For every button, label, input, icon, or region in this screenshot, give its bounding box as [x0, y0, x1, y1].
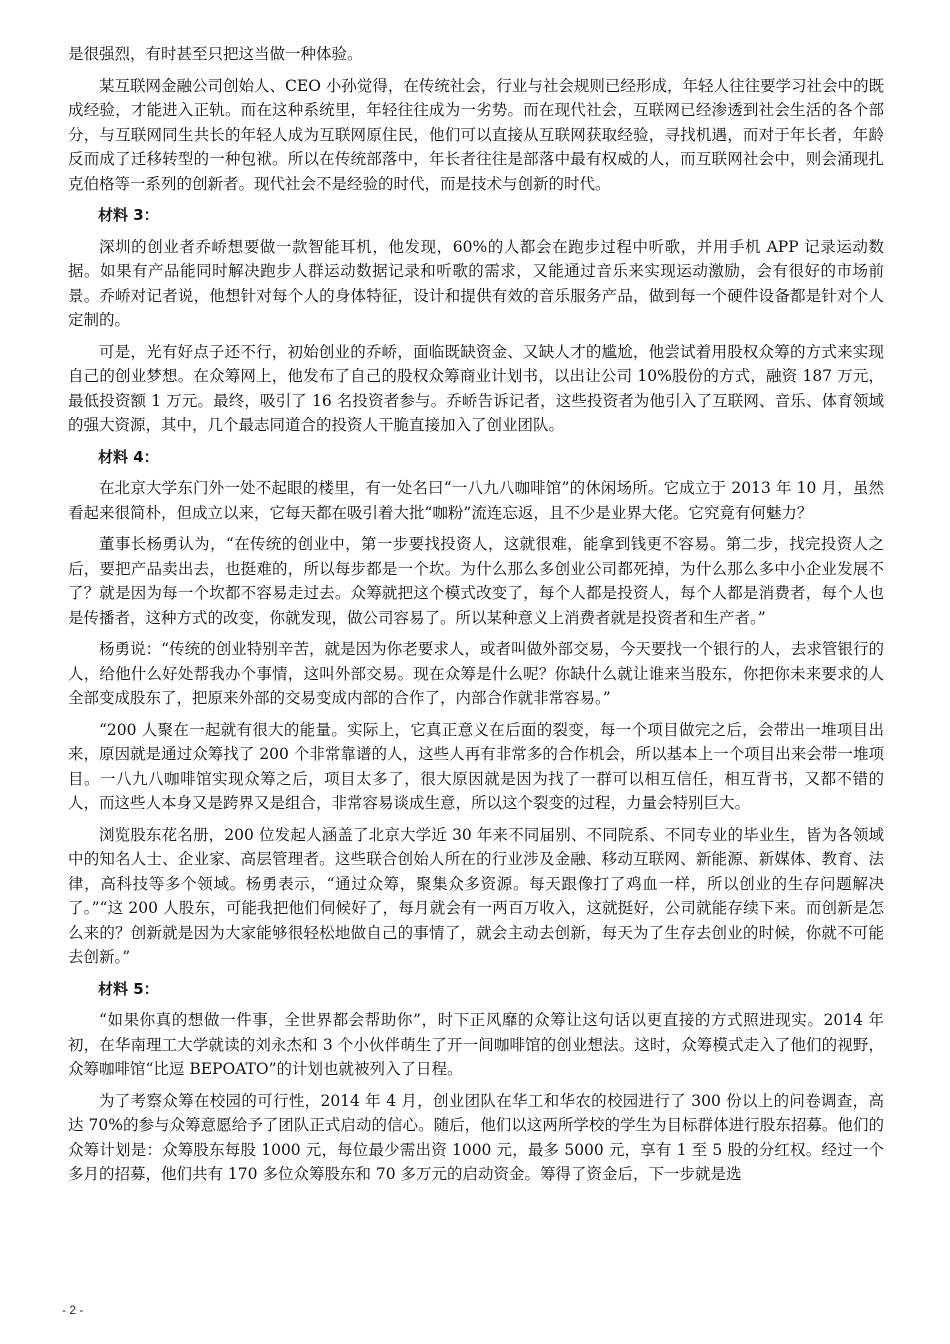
paragraph: 浏览股东花名册，200 位发起人涵盖了北京大学近 30 年来不同届别、不同院系、不同专业的毕业生，皆为各领域中的知名人士、企业家、高层管理者。这些联合创始人所在的行业涉及金融、移动互联网、新能源、新媒体、教育、法律，高科技等多个领域。杨勇表示，“通过众筹，聚集众多资源。每天跟像打了鸡血一样，所以创业的生存问题解决了。”“这 200 人股东，可能我把他们伺候好了，每月就会有一两百万收入，这就挺好，公司就能存续下来。而创新是怎么来的？创新就是因为大家能够很轻松地做自己的事情了，就会主动去创新，每天为了生存去创业的时候，你就不可能去创新。”: [68, 825, 884, 966]
paragraph: 董事长杨勇认为，“在传统的创业中，第一步要找投资人，这就很难，能拿到钱更不容易。第二步，找完投资人之后，要把产品卖出去，也挺难的，所以每步都是一个坎。为什么那么多创业公司都死掉，为什么那么多中小企业发展不了？就是因为每一个坎都不容易走过去。众筹就把这个模式改变了，每个人都是投资人，每个人都是消费者，每个人也是传播者，这种方式的改变，你就发现，做公司容易了。所以某种意义上消费者就是投资者和生产者。”: [68, 535, 884, 627]
section-heading: 材料 4：: [98, 447, 159, 466]
document-page: [68, 42, 884, 1194]
paragraph: 为了考察众筹在校园的可行性，2014 年 4 月，创业团队在华工和华农的校园进行了 300 份以上的问卷调查，高达 70%的参与众筹意愿给予了团队正式启动的信心。随后，他们以这两所学校的学生为目标群体进行股东招募。他们的众筹计划是：众筹股东每股 1000 元，每位最少需出资 1000 元，最多 5000 元，享有 1 至 5 股的分红权。经过一个多月的招募，他们共有 170 多位众筹股东和 70 多万元的启动资金。筹得了资金后，下一步就是选: [68, 1091, 884, 1183]
paragraph: 可是，光有好点子还不行，初始创业的乔峤，面临既缺资金、又缺人才的尴尬，他尝试着用股权众筹的方式来实现自己的创业梦想。在众筹网上，他发布了自己的股权众筹商业计划书，以出让公司 10%股份的方式，融资 187 万元，最低投资额 1 万元。最终，吸引了 16 名投资者参与。乔峤告诉记者，这些投资者为他引入了互联网、音乐、体育领域的强大资源，其中，几个最志同道合的投资人干脆直接加入了创业团队。: [68, 342, 884, 434]
paragraph: “200 人聚在一起就有很大的能量。实际上，它真正意义在后面的裂变，每一个项目做完之后，会带出一堆项目出来，原因就是通过众筹找了 200 个非常靠谱的人，这些人再有非常多的合作机会，所以基本上一个项目出来会带一堆项目。一八九八咖啡馆实现众筹之后，项目太多了，很大原因就是因为找了一群可以相互信任，相互背书，又都不错的人，而这些人本身又是跨界又是组合，非常容易谈成生意，所以这个裂变的过程，力量会特别巨大。: [68, 720, 884, 812]
paragraph: 在北京大学东门外一处不起眼的楼里，有一处名曰“一八九八咖啡馆”的休闲场所。它成立于 2013 年 10 月，虽然看起来很简朴，但成立以来，它每天都在吸引着大批“咖粉”流连忘返，且不少是业界大佬。它究竟有何魅力？: [68, 479, 884, 522]
section-heading: 材料 3：: [98, 206, 159, 224]
paragraph: “如果你真的想做一件事，全世界都会帮助你”，时下正风靡的众筹让这句话以更直接的方式照进现实。2014 年初，在华南理工大学就读的刘永杰和 3 个小伙伴萌生了开一间咖啡馆的创业想法。这时，众筹模式走入了他们的视野，众筹咖啡馆“比逗 BEPOATO”的计划也就被列入了日程。: [68, 1011, 884, 1078]
section-heading: 材料 5：: [98, 979, 159, 998]
paragraph: 某互联网金融公司创始人、CEO 小孙觉得，在传统社会，行业与社会规则已经形成，年轻人往往要学习社会中的既成经验，才能进入正轨。而在这种系统里，年轻往往成为一劣势。而在现代社会，互联网已经渗透到社会生活的各个部分，与互联网同生共长的年轻人成为互联网原住民，他们可以直接从互联网获取经验，寻找机遇，而对于年长者，年龄反而成了迁移转型的一种包袱。所以在传统部落中，年长者往往是部落中最有权威的人，而互联网社会中，则会涌现扎克伯格等一系列的创新者。现代社会不是经验的时代，而是技术与创新的时代。: [68, 76, 884, 193]
paragraph: 深圳的创业者乔峤想要做一款智能耳机，他发现，60%的人都会在跑步过程中听歌，并用手机 APP 记录运动数据。如果有产品能同时解决跑步人群运动数据记录和听歌的需求，又能通过音乐来实现运动激励，会有很好的市场前景。乔峤对记者说，他想针对每个人的身体特征，设计和提供有效的音乐服务产品，做到每一个硬件设备都是针对个人定制的。: [68, 237, 884, 329]
page-number: - 2 -: [62, 1303, 84, 1317]
paragraph: 是很强烈，有时甚至只把这当做一种体验。: [68, 45, 363, 63]
paragraph: 杨勇说：“传统的创业特别辛苦，就是因为你老要求人，或者叫做外部交易，今天要找一个银行的人，去求管银行的人，给他什么好处帮我办个事情，这叫外部交易。现在众筹是什么呢？你缺什么就让谁来当股东，你把你未来要求的人全部变成股东了，把原来外部的交易变成内部的合作了，内部合作就非常容易。”: [68, 640, 884, 707]
